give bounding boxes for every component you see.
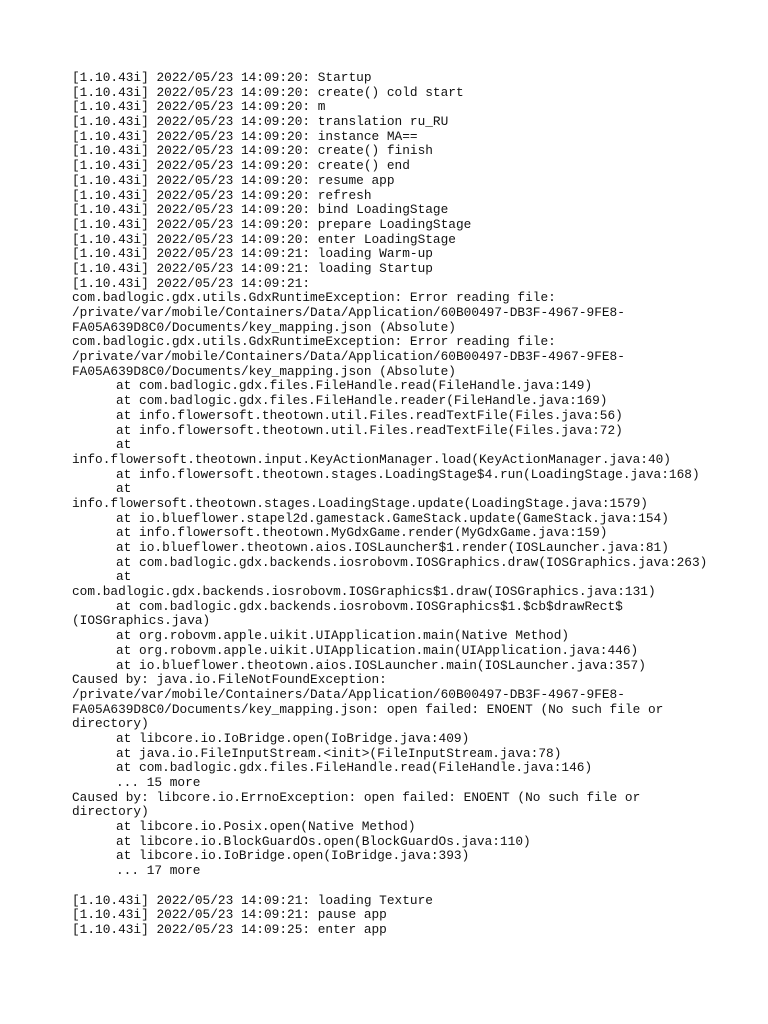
log-blank-line (72, 879, 732, 894)
stack-trace-line: at libcore.io.Posix.open(Native Method) (116, 819, 416, 835)
stack-trace-line: at com.badlogic.gdx.backends.iosrobovm.IOSGraphics$1.$cb$drawRect$ (116, 598, 623, 614)
stack-trace-line: at info.flowersoft.theotown.util.Files.readTextFile(Files.java:72) (116, 422, 623, 438)
stack-trace-line: ... 17 more (116, 863, 201, 879)
log-line: [1.10.43i] 2022/05/23 14:09:20: prepare LoadingStage (72, 216, 472, 232)
stack-trace-line: at info.flowersoft.theotown.util.Files.readTextFile(Files.java:56) (116, 407, 623, 423)
stack-trace-line: at com.badlogic.gdx.files.FileHandle.reader(FileHandle.java:169) (116, 393, 608, 409)
log-line: FA05A639D8C0/Documents/key_mapping.json: open failed: ENOENT (No such file or (72, 701, 664, 717)
log-line: [1.10.43i] 2022/05/23 14:09:21: (72, 275, 311, 291)
log-line: [1.10.43i] 2022/05/23 14:09:20: m (72, 99, 326, 115)
stack-trace-line: at org.robovm.apple.uikit.UIApplication.main(UIApplication.java:446) (116, 642, 639, 658)
stack-trace-line: at com.badlogic.gdx.backends.iosrobovm.IOSGraphics.draw(IOSGraphics.java:263) (116, 554, 708, 570)
log-line: directory) (72, 804, 149, 820)
log-line: info.flowersoft.theotown.input.KeyActionManager.load(KeyActionManager.java:40) (72, 451, 671, 467)
stack-trace-line: at org.robovm.apple.uikit.UIApplication.main(Native Method) (116, 628, 570, 644)
log-line: /private/var/mobile/Containers/Data/Application/60B00497-DB3F-4967-9FE8- (72, 349, 625, 365)
log-line: [1.10.43i] 2022/05/23 14:09:20: bind LoadingStage (72, 202, 449, 218)
stack-trace-line: at (116, 437, 132, 453)
log-line: [1.10.43i] 2022/05/23 14:09:25: enter app (72, 921, 387, 937)
log-line: [1.10.43i] 2022/05/23 14:09:20: create() end (72, 158, 410, 174)
log-line: info.flowersoft.theotown.stages.LoadingStage.update(LoadingStage.java:1579) (72, 495, 648, 511)
stack-trace-line: at libcore.io.IoBridge.open(IoBridge.java:393) (116, 848, 470, 864)
log-line: [1.10.43i] 2022/05/23 14:09:20: create() finish (72, 143, 433, 159)
stack-trace-line: at libcore.io.BlockGuardOs.open(BlockGuardOs.java:110) (116, 833, 531, 849)
log-line: Caused by: libcore.io.ErrnoException: open failed: ENOENT (No such file or (72, 789, 641, 805)
log-line: FA05A639D8C0/Documents/key_mapping.json (Absolute) (72, 319, 456, 335)
stack-trace-line: at com.badlogic.gdx.files.FileHandle.read(FileHandle.java:146) (116, 760, 593, 776)
log-line: (IOSGraphics.java) (72, 613, 211, 629)
stack-trace-line: at (116, 481, 132, 497)
log-line: com.badlogic.gdx.utils.GdxRuntimeException: Error reading file: (72, 290, 556, 306)
log-line: com.badlogic.gdx.utils.GdxRuntimeException: Error reading file: (72, 334, 556, 350)
stack-trace-line: at libcore.io.IoBridge.open(IoBridge.java:409) (116, 730, 470, 746)
log-line: [1.10.43i] 2022/05/23 14:09:20: refresh (72, 187, 372, 203)
log-text-block (72, 71, 732, 938)
stack-trace-line: at io.blueflower.theotown.aios.IOSLauncher.main(IOSLauncher.java:357) (116, 657, 646, 673)
stack-trace-line: at com.badlogic.gdx.files.FileHandle.read(FileHandle.java:149) (116, 378, 593, 394)
log-line: [1.10.43i] 2022/05/23 14:09:21: loading Startup (72, 260, 433, 276)
stack-trace-line: at info.flowersoft.theotown.stages.LoadingStage$4.run(LoadingStage.java:168) (116, 466, 700, 482)
log-line: FA05A639D8C0/Documents/key_mapping.json (Absolute) (72, 363, 456, 379)
stack-trace-line: at io.blueflower.theotown.aios.IOSLauncher$1.render(IOSLauncher.java:81) (116, 540, 669, 555)
log-line: Caused by: java.io.FileNotFoundException: (72, 672, 387, 688)
stack-trace-line: ... 15 more (116, 775, 201, 790)
log-line: [1.10.43i] 2022/05/23 14:09:21: loading Warm-up (72, 246, 433, 262)
log-line: [1.10.43i] 2022/05/23 14:09:20: translation ru_RU (72, 114, 449, 130)
log-line: directory) (72, 716, 149, 732)
log-line: [1.10.43i] 2022/05/23 14:09:20: instance MA== (72, 128, 418, 144)
log-line: [1.10.43i] 2022/05/23 14:09:20: Startup (72, 70, 372, 85)
log-line: [1.10.43i] 2022/05/23 14:09:20: resume app (72, 172, 395, 188)
stack-trace-line: at (116, 569, 132, 585)
log-line: [1.10.43i] 2022/05/23 14:09:21: loading Texture (72, 892, 433, 908)
log-line: /private/var/mobile/Containers/Data/Application/60B00497-DB3F-4967-9FE8- (72, 305, 625, 320)
stack-trace-line: at info.flowersoft.theotown.MyGdxGame.render(MyGdxGame.java:159) (116, 525, 608, 541)
log-line: com.badlogic.gdx.backends.iosrobovm.IOSGraphics$1.draw(IOSGraphics.java:131) (72, 584, 656, 600)
log-line: [1.10.43i] 2022/05/23 14:09:21: pause app (72, 907, 387, 923)
log-line: [1.10.43i] 2022/05/23 14:09:20: create() cold start (72, 84, 464, 100)
stack-trace-line: at java.io.FileInputStream.<init>(FileInputStream.java:78) (116, 745, 562, 761)
log-line: /private/var/mobile/Containers/Data/Application/60B00497-DB3F-4967-9FE8- (72, 686, 625, 702)
stack-trace-line: at io.blueflower.stapel2d.gamestack.GameStack.update(GameStack.java:154) (116, 510, 669, 526)
log-line: [1.10.43i] 2022/05/23 14:09:20: enter LoadingStage (72, 231, 456, 247)
